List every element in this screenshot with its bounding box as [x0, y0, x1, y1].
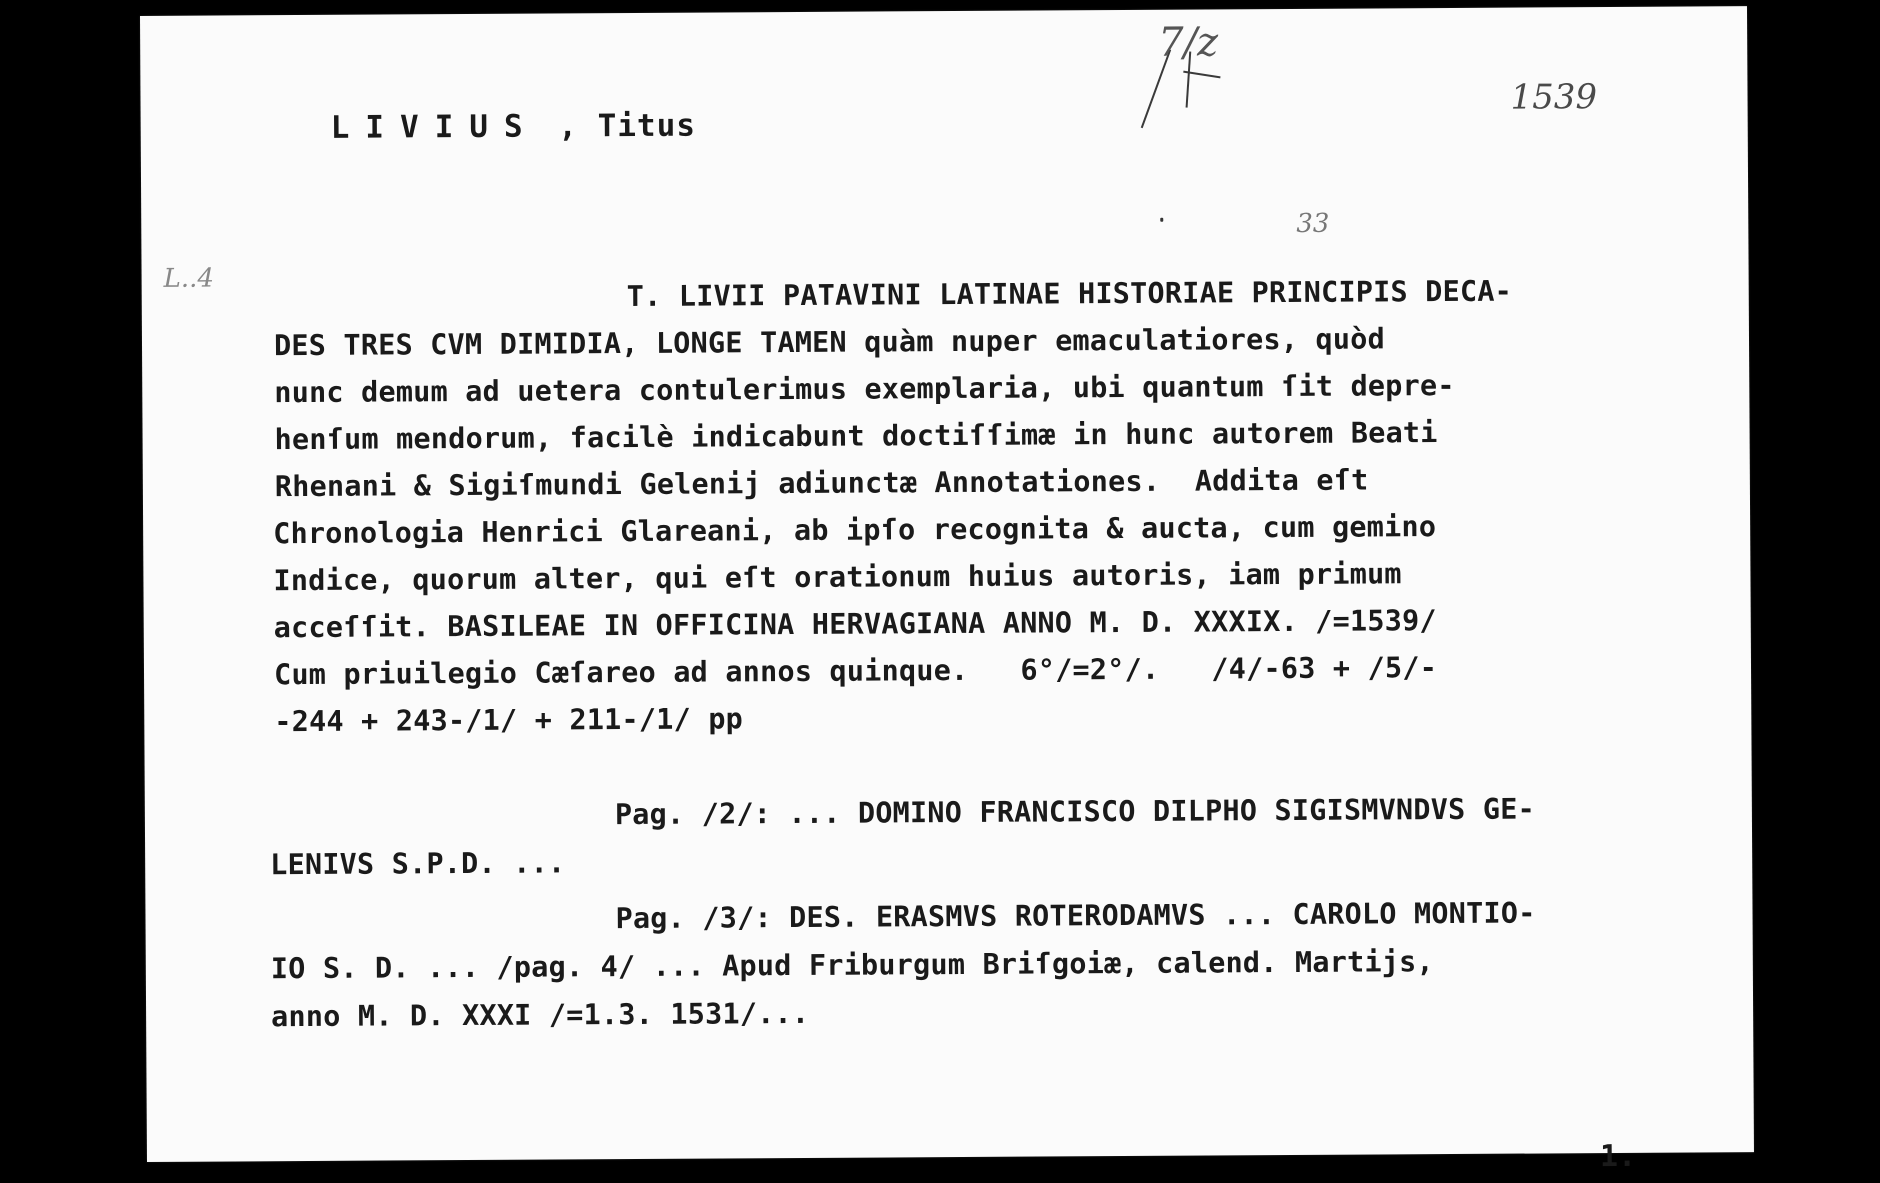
card-page-number: 1.: [1599, 1138, 1637, 1175]
title-line: Rhenani & Sigiſmundi Gelenij adiunctæ Annotationes. Addita eſt: [274, 463, 1369, 504]
pencil-marks: [140, 6, 1749, 316]
title-line: Chronologia Henrici Glareani, ab ipſo recognita & aucta, cum gemino: [273, 510, 1437, 551]
note-line: Pag. /2/: ... DOMINO FRANCISCO DILPHO SIGISMVNDVS GE-: [614, 792, 1535, 832]
handwritten-mark-small: 33: [1296, 208, 1330, 239]
author-forename: Titus: [577, 107, 697, 145]
note-line: anno M. D. XXXI /=1.3. 1531/...: [271, 996, 810, 1034]
title-line: henſum mendorum, facilè indicabunt doctiſſimæ in hunc autorem Beati: [274, 416, 1438, 457]
title-line: acceſſit. BASILEAE IN OFFICINA HERVAGIANA ANNO M. D. XXXIX. /=1539/: [273, 604, 1437, 645]
title-line: DES TRES CVM DIMIDIA, LONGE TAMEN quàm nuper emaculatiores, quòd: [273, 322, 1386, 363]
title-line: Cum priuilegio Cæſareo ad annos quinque. 6°/=2°/. /4/-63 + /5/-: [273, 651, 1438, 692]
title-line: nunc demum ad uetera contulerimus exemplaria, ubi quantum ſit depre-: [274, 368, 1455, 410]
title-line: T. LIVII PATAVINI LATINAE HISTORIAE PRINCIPIS DECA-: [626, 274, 1513, 314]
title-line: Indice, quorum alter, qui eſt orationum huius autoris, iam primum: [273, 557, 1402, 598]
catalog-card: [140, 6, 1754, 1175]
title-line: -244 + 243-/1/ + 211-/1/ pp: [274, 702, 744, 739]
note-line: Pag. /3/: DES. ERASMVS ROTERODAMVS ... CAROLO MONTIO-: [615, 896, 1536, 936]
heading-separator: ,: [538, 108, 579, 145]
note-line: LENIVS S.P.D. ...: [270, 846, 566, 882]
handwritten-year: 1539: [1510, 77, 1598, 118]
ink-speck: [1160, 218, 1163, 222]
author-surname: LIVIUS: [330, 108, 539, 146]
handwritten-mark-top: 7/z: [1158, 19, 1219, 66]
note-line: IO S. D. ... /pag. 4/ ... Apud Friburgum Briſgoiæ, calend. Martijs,: [270, 945, 1434, 986]
handwritten-margin-note: L..4: [163, 263, 215, 294]
